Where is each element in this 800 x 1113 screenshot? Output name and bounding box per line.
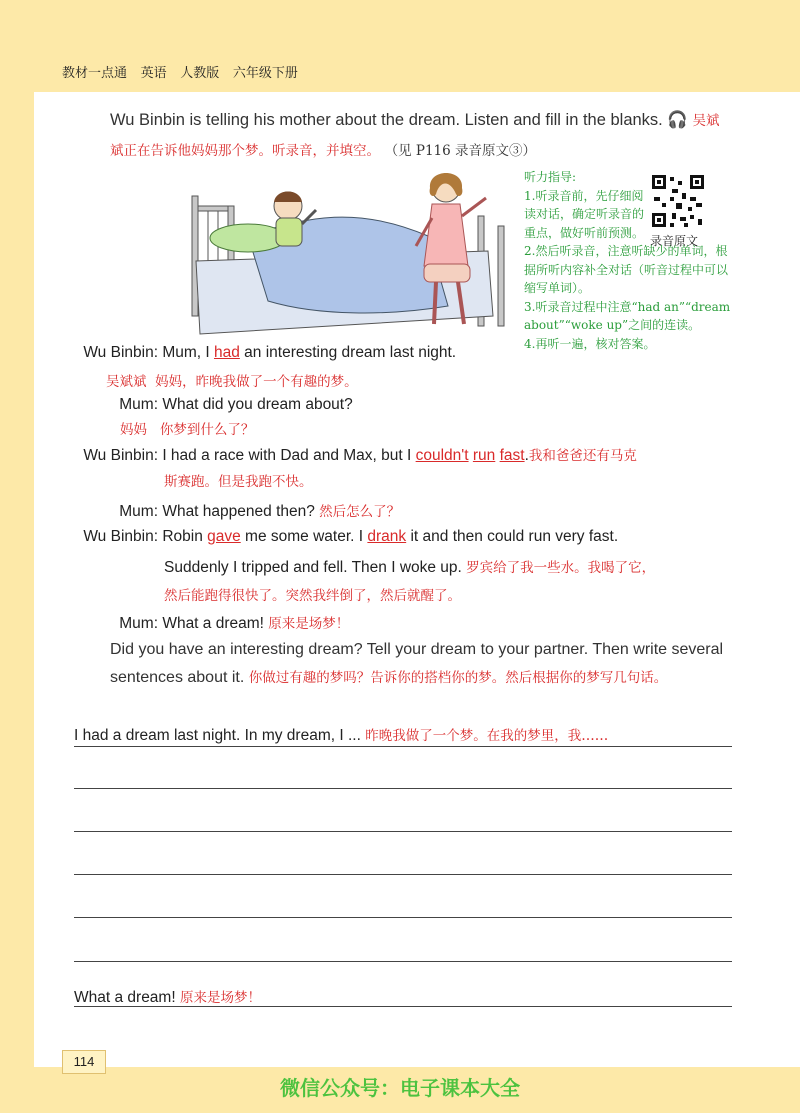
dialogue-line-4: Mum: What happened then? 然后怎么了？ (74, 500, 400, 521)
dialogue-line-5b: Suddenly I tripped and fell. Then I woke up. 罗宾给了我一些水。我喝了它， (164, 559, 656, 576)
speaker-mum: Mum: (119, 396, 158, 413)
speaker-wu-binbin: Wu Binbin: (83, 447, 158, 464)
writing-line[interactable] (74, 961, 732, 962)
speaker-mum: Mum: (119, 615, 158, 632)
instruction-ref: （见 P116 录音原文③） (384, 143, 537, 159)
answer-blank[interactable]: run (472, 447, 496, 464)
task-en: Did you have an interesting dream? Tell your dream to your partner. Then write several sentences about it. (110, 641, 724, 686)
header-grade: 六年级下册 (232, 65, 298, 80)
qr-label: 录音原文 (650, 234, 699, 248)
instruction-en: Wu Binbin is telling his mother about the dream. Listen and fill in the blanks. (110, 111, 663, 129)
speaker-wu-binbin: Wu Binbin: (83, 528, 158, 545)
answer-blank[interactable]: fast (499, 447, 525, 464)
dialogue-line-1-cn: 吴斌斌 妈妈，昨晚我做了一个有趣的梦。 (106, 374, 358, 390)
writing-end: What a dream! 原来是场梦！ (74, 989, 261, 1006)
guide-item: 1.听录音前，先仔细阅读对话，确定听录音的重点，做好听前预测。 (524, 188, 645, 240)
dialogue-line-3: Wu Binbin: I had a race with Dad and Max, but I couldn't run fast.我和爸爸还有马克 (74, 444, 637, 465)
speaker-mum: Mum: (119, 503, 158, 520)
writing-line (74, 746, 732, 747)
writing-line[interactable] (74, 917, 732, 918)
writing-start: I had a dream last night. In my dream, I ... 昨晚我做了一个梦。在我的梦里，我…… (74, 727, 609, 744)
answer-blank[interactable]: drank (367, 528, 407, 545)
dialogue-line-5: Wu Binbin: Robin gave me some water. I drank it and then could run very fast. (74, 528, 618, 546)
dialogue-line-2-cn: 妈妈 你梦到什么了？ (120, 422, 255, 438)
writing-line[interactable] (74, 788, 732, 789)
writing-line (74, 1006, 732, 1007)
writing-task (110, 636, 735, 692)
page-number: 114 (62, 1050, 106, 1074)
headphones-icon: 🎧 (667, 111, 688, 129)
instruction-cn: 吴斌斌正在告诉他妈妈那个梦。听录音，并填空。 (110, 113, 720, 159)
header-edition: 人教版 (180, 65, 220, 80)
footer-watermark: 微信公众号：电子课本大全 (280, 1076, 520, 1100)
dialogue-line-3-cn: 斯赛跑。但是我跑不快。 (164, 474, 313, 490)
guide-title: 听力指导: (524, 170, 577, 184)
bedroom-illustration (188, 166, 508, 336)
answer-blank[interactable]: gave (207, 528, 241, 545)
dialogue-line-5-cn: 然后能跑得很快了。突然我绊倒了，然后就醒了。 (164, 588, 461, 604)
dialogue-line-1: Wu Binbin: Mum, I had an interesting dream last night. (74, 344, 456, 362)
writing-line[interactable] (74, 831, 732, 832)
task-cn: 你做过有趣的梦吗？告诉你的搭档你的梦。然后根据你的梦写几句话。 (248, 670, 668, 686)
guide-item: 4.再听一遍，核对答案。 (524, 336, 656, 351)
answer-blank[interactable]: couldn't (415, 447, 469, 464)
dialogue-line-6: Mum: What a dream! 原来是场梦！ (74, 612, 349, 633)
answer-blank[interactable]: had (213, 344, 240, 361)
qr-code-icon[interactable] (650, 173, 706, 229)
header-series: 教材一点通 (62, 65, 128, 80)
guide-item: 2.然后听录音，注意听缺少的单词，根据所听内容补全对话（听音过程中可以缩写单词）。 (524, 244, 729, 295)
book-header (62, 62, 308, 81)
page-frame-left (0, 0, 34, 1113)
speaker-wu-binbin: Wu Binbin: (83, 344, 158, 361)
header-subject: 英语 (140, 65, 167, 80)
writing-line[interactable] (74, 874, 732, 875)
guide-item: 3.听录音过程中注意“had an”“dream about”“woke up”之间的连读。 (524, 299, 731, 332)
dialogue-line-2: Mum: What did you dream about? (74, 396, 353, 414)
listening-instruction (110, 106, 732, 166)
